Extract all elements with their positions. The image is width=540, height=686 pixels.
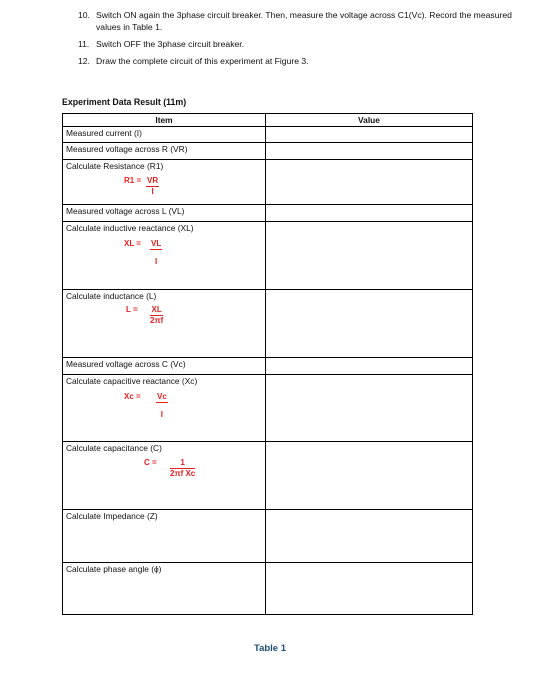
value-cell[interactable] — [266, 563, 473, 615]
value-cell[interactable] — [266, 205, 473, 222]
formula-numerator: 1 — [170, 458, 195, 469]
value-cell[interactable] — [266, 375, 473, 442]
value-cell[interactable] — [266, 510, 473, 563]
table-header-row — [63, 114, 473, 127]
formula-lhs: XL = — [124, 239, 141, 248]
row-label: Calculate capacitive reactance (Xc) — [66, 376, 198, 386]
step-number: 10. — [78, 10, 90, 20]
step-11 — [78, 38, 518, 50]
value-cell[interactable] — [266, 222, 473, 290]
table-row — [63, 127, 473, 143]
data-result-table — [62, 113, 473, 615]
row-label: Measured voltage across L (VL) — [66, 206, 185, 216]
row-label: Measured voltage across R (VR) — [66, 144, 188, 154]
formula-denominator: I — [160, 410, 164, 419]
table-row — [63, 143, 473, 160]
formula-denominator: I — [155, 257, 158, 266]
formula-numerator: Vc — [157, 392, 167, 401]
value-cell[interactable] — [266, 290, 473, 358]
table-row — [63, 160, 473, 205]
table-row — [63, 563, 473, 615]
table-row — [63, 222, 473, 290]
table-caption: Table 1 — [253, 643, 287, 654]
step-text: Switch OFF the 3phase circuit breaker. — [96, 39, 245, 49]
item-column-header: Item — [63, 114, 266, 127]
formula-numerator: XL — [151, 305, 162, 314]
table-row — [63, 510, 473, 563]
step-number: 12. — [78, 56, 90, 66]
row-label: Measured voltage across C (Vc) — [66, 359, 186, 369]
value-cell[interactable] — [266, 358, 473, 375]
row-label: Calculate inductive reactance (XL) — [66, 223, 194, 233]
table-row — [63, 205, 473, 222]
formula-lhs: Xc = — [124, 392, 141, 401]
formula-denominator: I — [151, 187, 154, 196]
capacitance-formula — [66, 458, 262, 482]
formula-denominator: 2πf Xc — [170, 469, 196, 478]
inductive-reactance-formula — [66, 239, 262, 269]
table-row — [63, 290, 473, 358]
step-number: 11. — [78, 39, 90, 49]
value-cell[interactable] — [266, 143, 473, 160]
formula-lhs: L = — [126, 305, 138, 314]
formula-denominator: 2πf — [150, 316, 164, 325]
row-label: Measured current (I) — [66, 128, 142, 138]
formula-lhs: R1 = — [124, 176, 142, 185]
formula-lhs: C = — [144, 458, 157, 467]
row-label: Calculate inductance (L) — [66, 291, 157, 301]
formula-numerator: VL — [151, 239, 162, 248]
instruction-steps — [78, 9, 518, 72]
step-text: Switch ON again the 3phase circuit breaker. Then, measure the voltage across C1(Vc). Record the measured values in Table 1. — [96, 10, 512, 32]
row-label: Calculate capacitance (C) — [66, 443, 162, 453]
row-label: Calculate Resistance (R1) — [66, 161, 164, 171]
value-cell[interactable] — [266, 442, 473, 510]
resistance-formula — [66, 176, 262, 198]
value-column-header: Value — [266, 114, 473, 127]
value-cell[interactable] — [266, 127, 473, 143]
table-row — [63, 358, 473, 375]
formula-numerator: VR — [147, 176, 159, 185]
inductance-formula — [66, 305, 262, 329]
capacitive-reactance-formula — [66, 392, 262, 422]
row-label: Calculate Impedance (Z) — [66, 511, 158, 521]
step-10 — [78, 9, 518, 33]
step-12 — [78, 55, 518, 67]
row-label: Calculate phase angle (ϕ) — [66, 564, 162, 574]
section-title: Experiment Data Result (11m) — [62, 97, 187, 107]
value-cell[interactable] — [266, 160, 473, 205]
step-text: Draw the complete circuit of this experiment at Figure 3. — [96, 56, 309, 66]
table-row — [63, 442, 473, 510]
table-row — [63, 375, 473, 442]
